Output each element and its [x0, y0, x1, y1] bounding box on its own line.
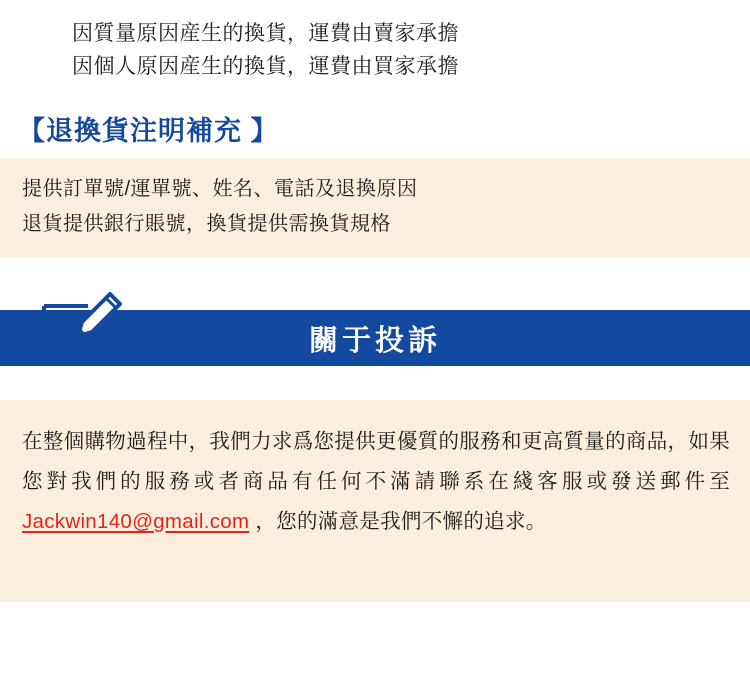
- complaint-banner-title: 關于投訴: [308, 324, 441, 357]
- return-policy-notice: [0, 0, 750, 83]
- supplement-note-line: 提供訂單號/運單號、姓名、電話及退換原因: [22, 178, 418, 201]
- return-policy-line: 因個人原因産生的換貨，運費由買家承擔: [72, 54, 459, 78]
- complaint-body-text: [22, 422, 730, 542]
- support-email-link[interactable]: Jackwin140@gmail.com: [22, 510, 250, 534]
- pencil-note-icon: [36, 282, 122, 368]
- supplement-note-line: 退貨提供銀行賬號，換貨提供需換貨規格: [22, 213, 391, 236]
- supplement-heading: 【退換貨注明補充 】: [18, 116, 279, 147]
- supplement-note-block: [0, 158, 750, 258]
- complaint-body-prefix: 在整個購物過程中，我們力求爲您提供更優質的服務和更高質量的商品，如果您對我們的服務或者商品有任何不滿請聯系在綫客服或發送郵件至: [22, 430, 730, 494]
- complaint-banner: [0, 310, 750, 372]
- return-policy-line: 因質量原因産生的換貨，運費由賣家承擔: [72, 22, 459, 45]
- complaint-body-suffix: ，您的滿意是我們不懈的追求。: [249, 510, 547, 534]
- complaint-body-block: [0, 400, 750, 602]
